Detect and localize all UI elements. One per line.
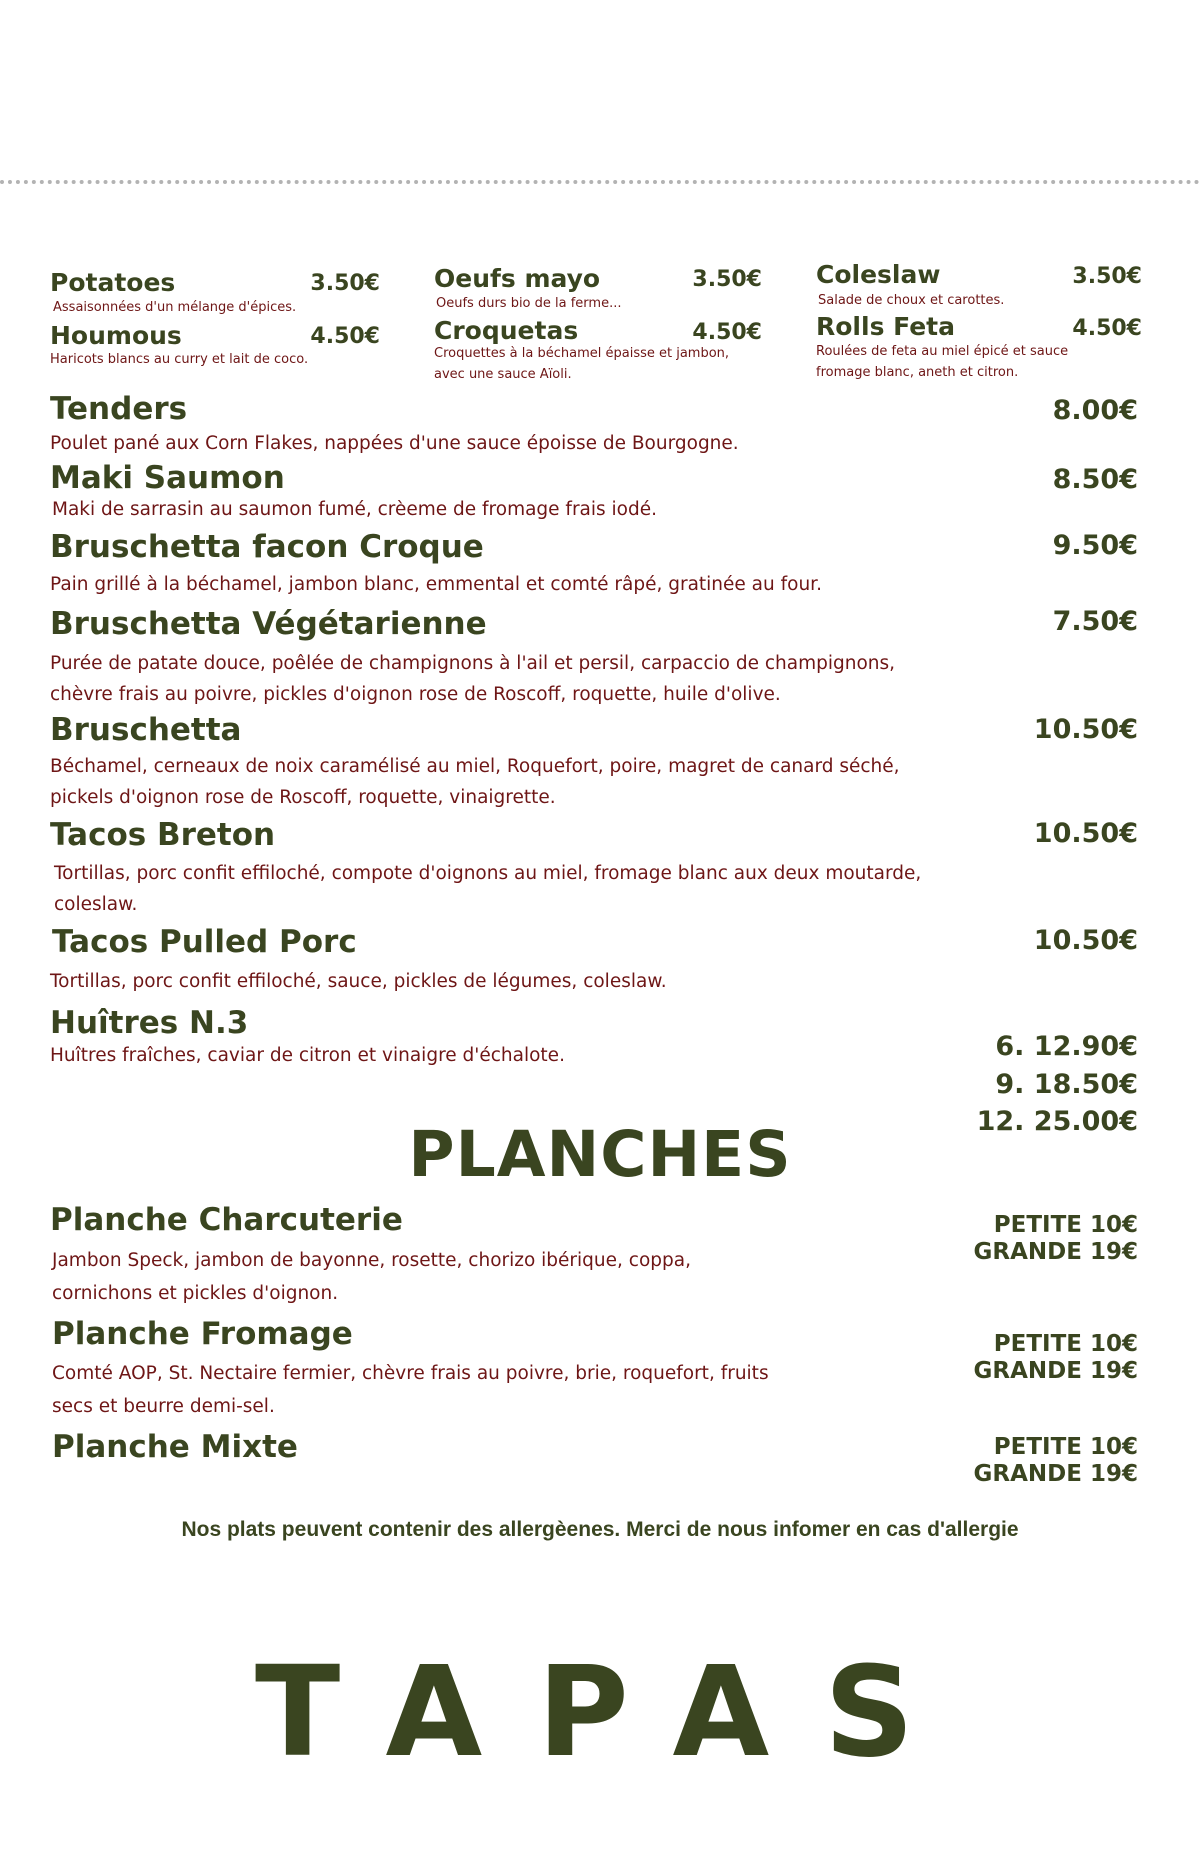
item-desc-croquetas-line-2: avec une sauce Aïoli. xyxy=(434,367,572,382)
item-price-maki-saumon: 8.50€ xyxy=(1052,464,1138,495)
planche-name-charcuterie: Planche Charcuterie xyxy=(50,1202,403,1238)
item-name-rolls-feta: Rolls Feta xyxy=(816,312,955,341)
planche-price-small-mixte: PETITE 10€ xyxy=(993,1434,1138,1460)
item-price-bruschetta-croque: 9.50€ xyxy=(1052,530,1138,561)
item-price-rolls-feta: 4.50€ xyxy=(1072,316,1142,341)
item-name-maki-saumon: Maki Saumon xyxy=(50,460,285,496)
planche-name-fromage: Planche Fromage xyxy=(52,1316,353,1352)
planches-heading: PLANCHES xyxy=(408,1118,792,1191)
item-desc-croquetas-line-1: Croquettes à la béchamel épaisse et jambon, xyxy=(434,346,730,361)
item-desc-bruschetta-line-2: pickels d'oignon rose de Roscoff, roquette, vinaigrette. xyxy=(50,787,556,808)
item-name-bruschetta-croque: Bruschetta facon Croque xyxy=(50,529,484,565)
item-desc-tacos-breton-line-1: Tortillas, porc confit effiloché, compote d'oignons au miel, fromage blanc aux deux moutarde, xyxy=(54,863,922,884)
item-name-oeufs-mayo: Oeufs mayo xyxy=(434,264,601,293)
item-price-bruschetta-vegetarienne: 7.50€ xyxy=(1052,606,1138,637)
item-name-houmous: Houmous xyxy=(50,321,182,350)
planche-desc-charcuterie-line-1: Jambon Speck, jambon de bayonne, rosette, chorizo ibérique, coppa, xyxy=(52,1250,691,1271)
planche-price-large-mixte: GRANDE 19€ xyxy=(973,1461,1138,1487)
item-name-bruschetta-vegetarienne: Bruschetta Végétarienne xyxy=(50,606,487,642)
item-desc-bruschetta-croque: Pain grillé à la béchamel, jambon blanc, emmental et comté râpé, gratinée au four. xyxy=(50,574,822,595)
planche-desc-fromage-line-1: Comté AOP, St. Nectaire fermier, chèvre frais au poivre, brie, roquefort, fruits xyxy=(52,1363,769,1384)
item-name-bruschetta: Bruschetta xyxy=(50,712,242,748)
planche-price-large-charcuterie: GRANDE 19€ xyxy=(973,1239,1138,1265)
item-desc-houmous: Haricots blancs au curry et lait de coco. xyxy=(50,352,309,367)
item-desc-oeufs-mayo: Oeufs durs bio de la ferme... xyxy=(436,296,622,311)
oyster-price-12: 12. 25.00€ xyxy=(976,1106,1138,1137)
planche-name-mixte: Planche Mixte xyxy=(52,1429,298,1465)
item-desc-tacos-breton-line-2: coleslaw. xyxy=(54,894,138,915)
dotted-divider xyxy=(0,180,1200,184)
tapas-title: TAPAS xyxy=(255,1640,970,1785)
allergy-note: Nos plats peuvent contenir des allergèenes. Merci de nous infomer en cas d'allergie xyxy=(181,1518,1019,1541)
item-desc-tacos-pulled-porc: Tortillas, porc confit effiloché, sauce, pickles de légumes, coleslaw. xyxy=(50,971,667,992)
item-desc-bruschetta-vegetarienne-line-2: chèvre frais au poivre, pickles d'oignon rose de Roscoff, roquette, huile d'olive. xyxy=(50,684,781,705)
item-price-oeufs-mayo: 3.50€ xyxy=(692,267,762,292)
item-desc-rolls-feta-line-1: Roulées de feta au miel épicé et sauce xyxy=(816,344,1069,359)
item-desc-bruschetta-line-1: Béchamel, cerneaux de noix caramélisé au miel, Roquefort, poire, magret de canard séché, xyxy=(50,756,900,777)
planche-price-small-fromage: PETITE 10€ xyxy=(993,1331,1138,1357)
item-price-tenders: 8.00€ xyxy=(1052,395,1138,426)
item-desc-maki-saumon: Maki de sarrasin au saumon fumé, crèeme de fromage frais iodé. xyxy=(52,499,658,520)
item-name-croquetas: Croquetas xyxy=(434,316,579,345)
item-name-tenders: Tenders xyxy=(50,391,188,427)
item-price-tacos-pulled-porc: 10.50€ xyxy=(1033,925,1138,956)
planche-desc-charcuterie-line-2: cornichons et pickles d'oignon. xyxy=(52,1283,339,1304)
item-desc-huitres: Huîtres fraîches, caviar de citron et vinaigre d'échalote. xyxy=(50,1045,565,1066)
item-price-croquetas: 4.50€ xyxy=(692,320,762,345)
item-name-tacos-breton: Tacos Breton xyxy=(50,817,276,853)
oyster-price-6: 6. 12.90€ xyxy=(995,1031,1138,1062)
item-desc-coleslaw: Salade de choux et carottes. xyxy=(818,293,1005,308)
item-name-tacos-pulled-porc: Tacos Pulled Porc xyxy=(52,924,357,960)
item-price-coleslaw: 3.50€ xyxy=(1072,264,1142,289)
item-name-potatoes: Potatoes xyxy=(50,268,176,297)
oyster-price-9: 9. 18.50€ xyxy=(995,1069,1138,1100)
planche-price-large-fromage: GRANDE 19€ xyxy=(973,1358,1138,1384)
item-name-huitres: Huîtres N.3 xyxy=(50,1005,249,1041)
planche-desc-fromage-line-2: secs et beurre demi-sel. xyxy=(52,1396,275,1417)
item-desc-bruschetta-vegetarienne-line-1: Purée de patate douce, poêlée de champignons à l'ail et persil, carpaccio de champignons, xyxy=(50,653,896,674)
planche-price-small-charcuterie: PETITE 10€ xyxy=(993,1212,1138,1238)
item-price-bruschetta: 10.50€ xyxy=(1033,714,1138,745)
item-price-potatoes: 3.50€ xyxy=(310,271,380,296)
item-name-coleslaw: Coleslaw xyxy=(816,260,941,289)
item-price-tacos-breton: 10.50€ xyxy=(1033,818,1138,849)
item-desc-potatoes: Assaisonnées d'un mélange d'épices. xyxy=(53,300,297,315)
item-desc-tenders: Poulet pané aux Corn Flakes, nappées d'une sauce époisse de Bourgogne. xyxy=(50,433,739,454)
item-price-houmous: 4.50€ xyxy=(310,324,380,349)
item-desc-rolls-feta-line-2: fromage blanc, aneth et citron. xyxy=(816,365,1019,380)
